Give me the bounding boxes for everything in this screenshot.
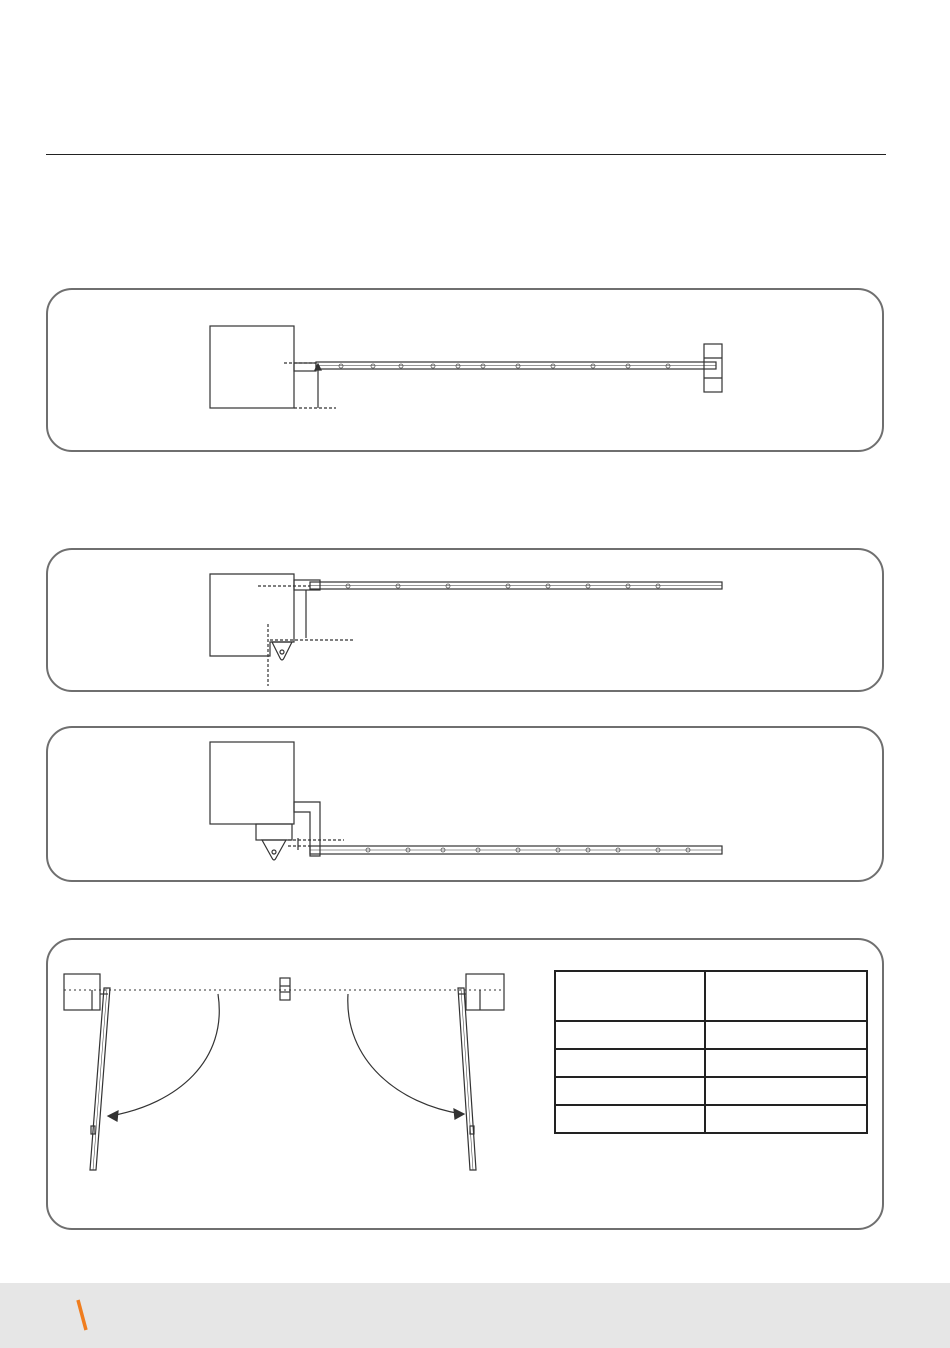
gate-stop-1 [704,344,722,392]
gate-diagram-3 [48,728,886,884]
diagram-panel-4 [46,938,884,1230]
double-gate-diagram [48,940,548,1232]
gate-diagram-1 [48,290,886,454]
table-cell [555,1021,705,1049]
operator-bracket-2 [272,642,292,660]
post-2 [210,574,294,656]
orange-slash-icon [74,1297,90,1333]
hinge-1 [294,363,316,371]
table-cell [705,1105,867,1133]
spec-table [554,970,868,1134]
table-cell [705,1021,867,1049]
center-stop [280,978,290,1000]
header-rule [46,154,886,155]
left-swing-arc [110,994,219,1116]
diagram-panel-3 [46,726,884,882]
post-3 [210,742,294,824]
right-swing-arc [348,994,462,1114]
table-cell [555,1105,705,1133]
right-post [466,974,504,1010]
table-cell [555,971,705,1021]
table-cell [705,1077,867,1105]
operator-body-3 [256,824,292,840]
table-row [555,1049,867,1077]
table-cell [555,1077,705,1105]
table-row [555,1105,867,1133]
table-row [555,971,867,1021]
table-cell [555,1049,705,1077]
left-post [64,974,100,1010]
table-cell [705,971,867,1021]
diagram-panel-2 [46,548,884,692]
diagram-panel-1 [46,288,884,452]
table-cell [705,1049,867,1077]
table-row [555,1077,867,1105]
footer-bar [0,1283,950,1348]
gate-diagram-2 [48,550,886,694]
post-1 [210,326,294,408]
table-row [555,1021,867,1049]
